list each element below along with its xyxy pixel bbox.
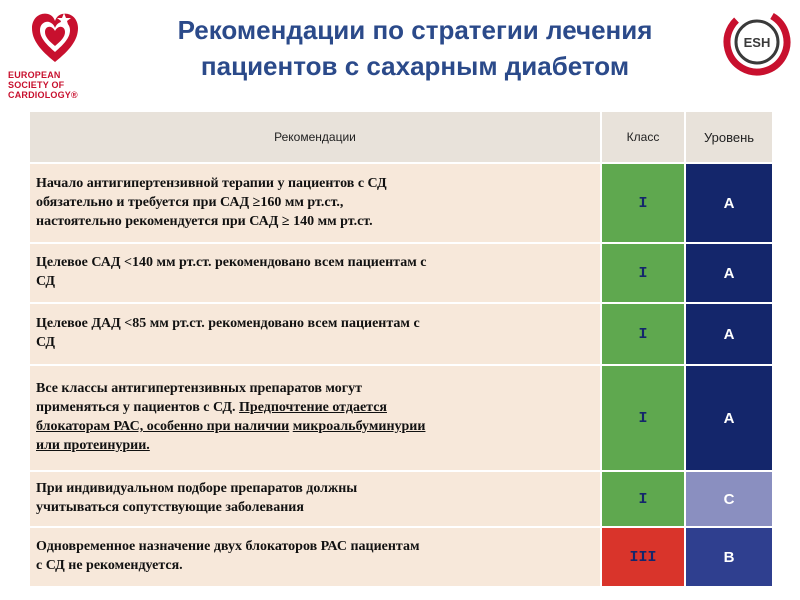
recommendation-line: с СД не рекомендуется.	[36, 558, 183, 573]
class-badge: I	[601, 471, 685, 527]
recommendation-text	[29, 365, 601, 471]
recommendation-line: применяться у пациентов с СД.	[36, 400, 240, 415]
heart-star-icon	[30, 10, 80, 68]
class-badge: I	[601, 303, 685, 365]
recommendation-line: СД	[36, 335, 56, 350]
recommendations-table	[28, 110, 772, 588]
esh-logo-text: ESH	[743, 35, 771, 50]
recommendation-line: Все классы антигипертензивных препаратов могут	[36, 381, 362, 396]
underlined-text: Предпочтение отдается	[239, 400, 387, 415]
recommendation-line: СД	[36, 274, 56, 289]
class-badge: I	[601, 243, 685, 303]
table-row	[29, 243, 773, 303]
underlined-text: микроальбуминурии	[292, 419, 426, 434]
table-header-row	[29, 111, 773, 163]
esc-logo-line3: CARDIOLOGY®	[8, 90, 78, 100]
recommendation-text	[29, 527, 601, 587]
page-title-line1: Рекомендации по стратегии лечения	[177, 15, 653, 45]
table-row	[29, 471, 773, 527]
level-badge: C	[685, 471, 773, 527]
underlined-text: блокаторам РАС, особенно при наличии	[36, 419, 290, 434]
table-row	[29, 365, 773, 471]
esc-logo-line2: SOCIETY OF	[8, 80, 65, 90]
table-row	[29, 163, 773, 243]
class-badge: III	[601, 527, 685, 587]
table-row	[29, 527, 773, 587]
recommendation-line: учитываться сопутствующие заболевания	[36, 500, 304, 515]
esh-ring-icon	[722, 6, 792, 78]
level-badge: A	[685, 243, 773, 303]
table-row	[29, 303, 773, 365]
underlined-text: или протеинурии.	[36, 438, 150, 453]
header-class: Класс	[601, 111, 685, 163]
recommendation-text	[29, 303, 601, 365]
esc-logo-line1: EUROPEAN	[8, 70, 61, 80]
level-badge: A	[685, 303, 773, 365]
recommendation-line: Одновременное назначение двух блокаторов РАС пациентам	[36, 539, 420, 554]
recommendation-line: настоятельно рекомендуется при САД ≥ 140 мм рт.ст.	[36, 213, 373, 229]
class-badge: I	[601, 365, 685, 471]
recommendation-text	[29, 471, 601, 527]
recommendation-line: обязательно и требуется при САД ≥160 мм рт.ст.,	[36, 194, 344, 210]
esc-logo	[8, 10, 104, 110]
recommendation-text	[29, 163, 601, 243]
recommendation-line: При индивидуальном подборе препаратов должны	[36, 481, 358, 496]
level-badge: A	[685, 365, 773, 471]
class-badge: I	[601, 163, 685, 243]
page-title-line2: пациентов с сахарным диабетом	[200, 51, 630, 81]
level-badge: A	[685, 163, 773, 243]
recommendation-line: Целевое САД <140 мм рт.ст. рекомендовано всем пациентам с	[36, 255, 427, 270]
header-recommendations: Рекомендации	[29, 111, 601, 163]
recommendation-line: Целевое ДАД <85 мм рт.ст. рекомендовано всем пациентам с	[36, 316, 420, 331]
header-level: Уровень	[685, 111, 773, 163]
page-title	[110, 12, 720, 84]
recommendation-text	[29, 243, 601, 303]
recommendation-line: Начало антигипертензивной терапии у пациентов с СД	[36, 175, 387, 191]
level-badge: B	[685, 527, 773, 587]
esh-logo	[722, 6, 792, 78]
